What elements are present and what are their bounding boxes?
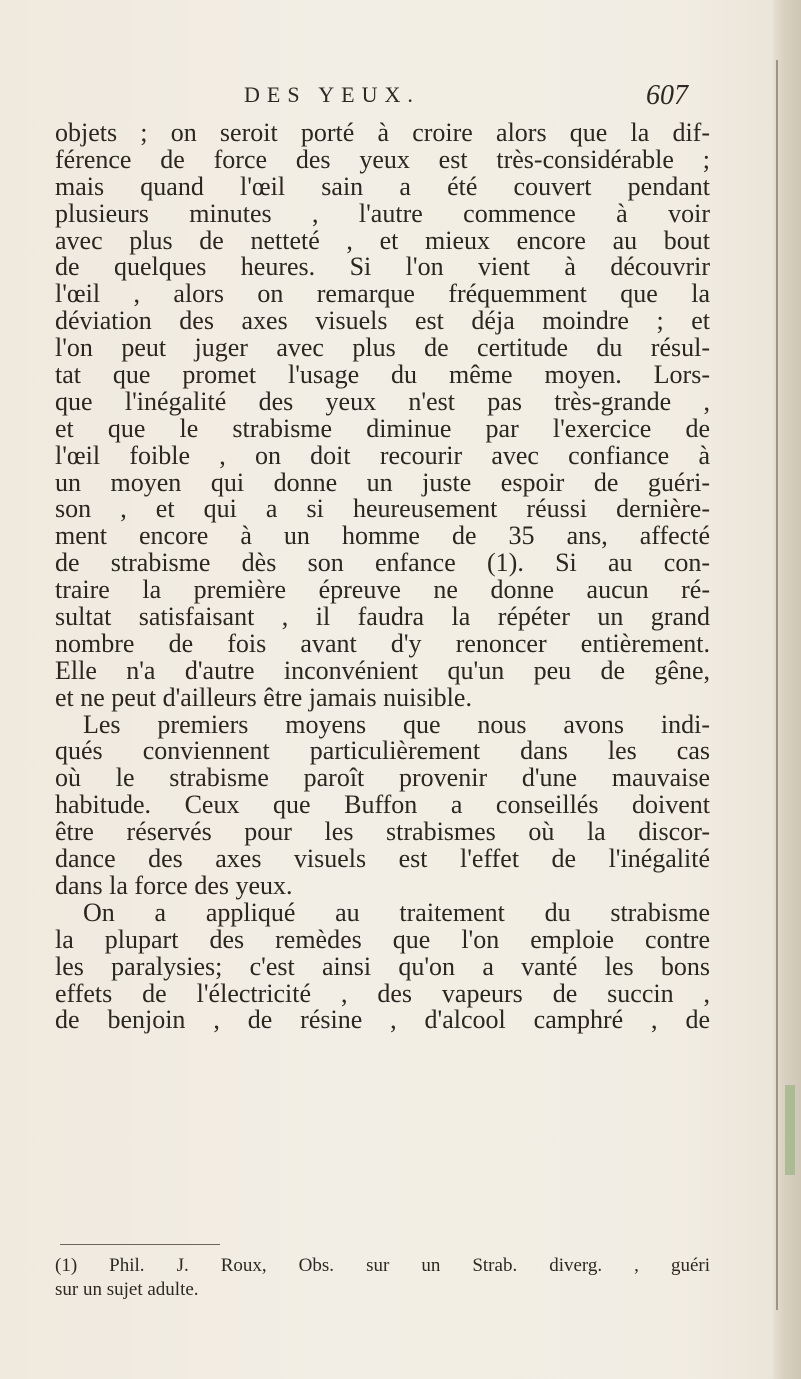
text-line: traire la première épreuve ne donne aucun ré-	[55, 575, 710, 605]
text-line: qués conviennent particulièrement dans les cas	[55, 736, 710, 766]
text-line: dans la force des yeux.	[55, 870, 293, 900]
text-line: On a appliqué au traitement du strabisme	[83, 897, 710, 927]
text-line: la plupart des remèdes que l'on emploie contre	[55, 924, 710, 954]
text-line: de strabisme dès son enfance (1). Si au con-	[55, 548, 710, 578]
text-line: l'œil foible , on doit recourir avec confiance à	[55, 440, 710, 470]
text-line: nombre de fois avant d'y renoncer entièrement.	[55, 628, 710, 658]
edge-line	[776, 60, 778, 1310]
text-line: l'on peut juger avec plus de certitude du résul-	[55, 333, 710, 363]
text-line: objets ; on seroit porté à croire alors que la dif-	[55, 118, 710, 147]
text-line: mais quand l'œil sain a été couvert pendant	[55, 171, 710, 201]
text-line: férence de force des yeux est très-considérable ;	[55, 144, 710, 174]
text-line: et ne peut d'ailleurs être jamais nuisible.	[55, 682, 472, 712]
text-line: de quelques heures. Si l'on vient à découvrir	[55, 252, 710, 282]
page-edge	[773, 0, 801, 1379]
page-number: 607	[646, 80, 688, 111]
running-head: DES YEUX.	[244, 82, 420, 107]
text-line: avec plus de netteté , et mieux encore au bout	[55, 225, 710, 255]
text-line: où le strabisme paroît provenir d'une mauvaise	[55, 763, 710, 793]
text-line: tat que promet l'usage du même moyen. Lors-	[55, 360, 710, 390]
text-line: être réservés pour les strabismes où la discor-	[55, 817, 710, 847]
text-line: les paralysies; c'est ainsi qu'on a vanté les bons	[55, 951, 710, 981]
text-line: ment encore à un homme de 35 ans, affecté	[55, 521, 710, 551]
edge-mark	[785, 1085, 795, 1175]
page-header	[244, 82, 688, 114]
body-text	[55, 120, 710, 1034]
text-line: que l'inégalité des yeux n'est pas très-grande ,	[55, 386, 710, 416]
text-line: un moyen qui donne un juste espoir de guéri-	[55, 467, 710, 497]
footnote-line: (1) Phil. J. Roux, Obs. sur un Strab. diverg. , guéri	[55, 1255, 710, 1276]
text-line: Les premiers moyens que nous avons indi-	[83, 709, 710, 739]
text-line: effets de l'électricité , des vapeurs de succin ,	[55, 978, 710, 1008]
text-line: de benjoin , de résine , d'alcool camphré , de	[55, 1005, 710, 1035]
footnotes	[55, 1254, 710, 1302]
text-line: son , et qui a si heureusement réussi dernière-	[55, 494, 710, 524]
footnote-rule	[60, 1244, 220, 1245]
text-line: plusieurs minutes , l'autre commence à voir	[55, 198, 710, 228]
text-line: l'œil , alors on remarque fréquemment que la	[55, 279, 710, 309]
text-line: habitude. Ceux que Buffon a conseillés doivent	[55, 790, 710, 820]
footnote-line: sur un sujet adulte.	[55, 1279, 199, 1300]
text-line: et que le strabisme diminue par l'exercice de	[55, 413, 710, 443]
text-line: sultat satisfaisant , il faudra la répéter un grand	[55, 602, 710, 632]
text-line: déviation des axes visuels est déja moindre ; et	[55, 306, 710, 336]
text-line: Elle n'a d'autre inconvénient qu'un peu de gêne,	[55, 655, 710, 685]
text-line: dance des axes visuels est l'effet de l'inégalité	[55, 844, 710, 874]
